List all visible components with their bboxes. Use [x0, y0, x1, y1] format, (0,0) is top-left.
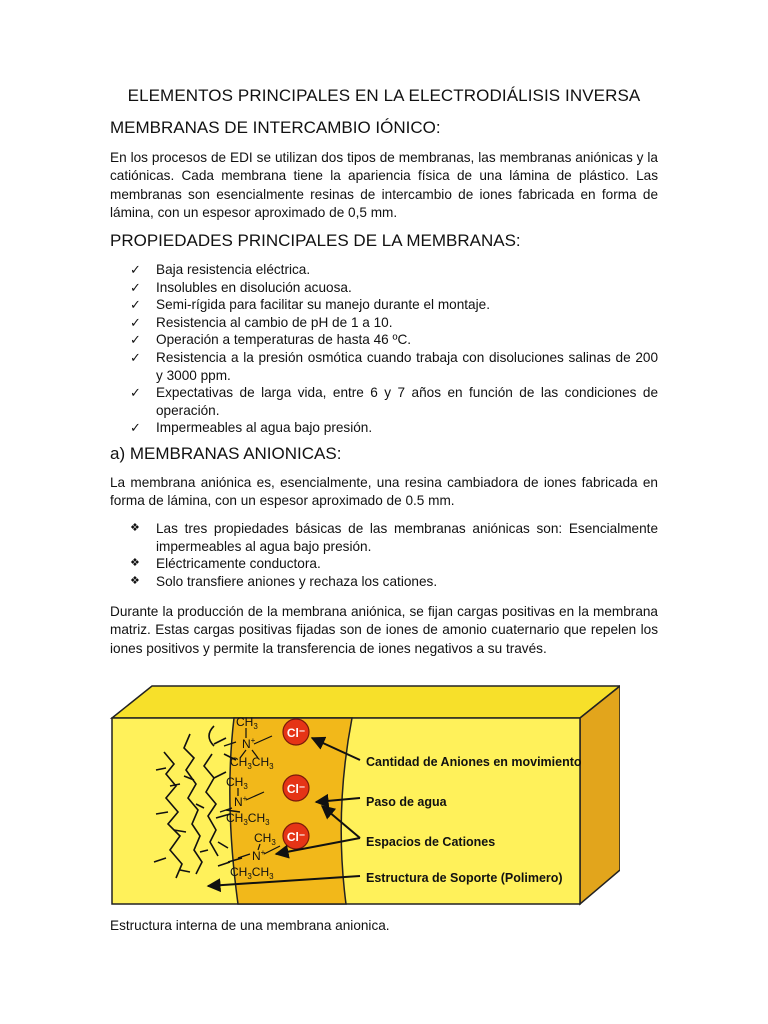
methyl-label: $CH_3$ — [226, 775, 248, 791]
section-heading-propiedades: PROPIEDADES PRINCIPALES DE LA MEMBRANAS: — [110, 231, 521, 250]
membrane-structure-figure — [108, 682, 620, 910]
checkmark-icon: ✓ — [130, 332, 141, 348]
list-item: ❖ Solo transfiere aniones y rechaza los cationes. — [130, 573, 438, 589]
methyl-label: $CH_3$ — [236, 715, 258, 731]
list-item: ✓ Baja resistencia eléctrica. — [130, 262, 311, 277]
membrane-side-face — [580, 686, 620, 904]
membrane-top-face — [112, 686, 620, 718]
chloride-ion-label: Cl⁻ — [286, 726, 306, 740]
diamond-bullet-icon: ❖ — [130, 557, 140, 570]
checkmark-icon: ✓ — [130, 385, 141, 401]
diamond-bullet-icon: ❖ — [130, 522, 140, 534]
checkmark-icon: ✓ — [130, 262, 141, 277]
list-item: ✓ Operación a temperaturas de hasta 46 ºC. — [130, 332, 412, 348]
methyl-label: $CH_3CH_3$ — [230, 755, 274, 771]
anionic-paragraph-2: Durante la producción de la membrana aniónica, se fijan cargas positivas en la membrana matriz. Estas cargas positivas fijadas son de iones de amonio cuaternario que repelen los iones positivos y permite la transferencia de iones negativos a su través. — [110, 604, 658, 656]
list-item: ❖ Las tres propiedades básicas de las membranas aniónicas son: Esencialmente impermeables al agua bajo presión. — [130, 521, 658, 554]
list-item: ❖ Eléctricamente conductora. — [130, 556, 321, 572]
diamond-bullet-icon: ❖ — [130, 574, 140, 587]
section-heading-membranas-intercambio: MEMBRANAS DE INTERCAMBIO IÓNICO: — [110, 118, 441, 137]
section-heading-membranas-anionicas: a) MEMBRANAS ANIONICAS: — [110, 444, 342, 463]
list-item: ✓ Semi-rígida para facilitar su manejo durante el montaje. — [130, 297, 490, 313]
label-water-passage: Paso de agua — [366, 795, 447, 809]
nitrogen-label: N+ — [234, 794, 248, 809]
anionic-paragraph-1: La membrana aniónica es, esencialmente, una resina cambiadora de iones fabricada en forma de lámina, con un espesor aproximado de 0.5 mm. — [110, 475, 658, 509]
chloride-ion-label: Cl⁻ — [286, 782, 306, 796]
figure-caption: Estructura interna de una membrana anionica. — [110, 918, 390, 933]
checkmark-icon: ✓ — [130, 297, 141, 313]
label-cation-spaces: Espacios de Cationes — [366, 835, 496, 849]
label-support-structure: Estructura de Soporte (Polimero) — [366, 871, 563, 885]
chloride-ion-label: Cl⁻ — [286, 830, 306, 844]
list-item: ✓ Impermeables al agua bajo presión. — [130, 420, 373, 436]
intro-paragraph: En los procesos de EDI se utilizan dos tipos de membranas, las membranas aniónicas y la catiónicas. Cada membrana tiene la apariencia física de una lámina de plástico. Las membranas son esencialmente resinas de intercambio de iones fabricada en forma de lámina, con un espesor aproximado de 0,5 mm. — [110, 150, 658, 221]
checkmark-icon: ✓ — [130, 314, 141, 330]
methyl-label: $CH_3CH_3$ — [230, 865, 274, 881]
checkmark-icon: ✓ — [130, 349, 141, 365]
methyl-label: $CH_3CH_3$ — [226, 811, 270, 827]
checkmark-icon: ✓ — [130, 279, 141, 295]
anionic-properties-list — [130, 520, 658, 590]
nitrogen-label: N+ — [252, 848, 266, 863]
label-anions-moving: Cantidad de Aniones en movimiento — [366, 755, 582, 769]
list-item: ✓ Insolubles en disolución acuosa. — [130, 279, 352, 295]
checkmark-icon: ✓ — [130, 420, 141, 436]
methyl-label: $CH_3$ — [254, 831, 276, 847]
list-item: ✓ Resistencia al cambio de pH de 1 a 10. — [130, 314, 393, 330]
nitrogen-label: N+ — [242, 736, 256, 751]
properties-list — [130, 261, 658, 437]
page-title: ELEMENTOS PRINCIPALES EN LA ELECTRODIÁLISIS INVERSA — [127, 86, 641, 105]
list-item: ✓ Resistencia a la presión osmótica cuando trabaja con disoluciones salinas de 200 y 3000 ppm. — [130, 349, 658, 383]
list-item: ✓ Expectativas de larga vida, entre 6 y 7 años en función de las condiciones de operación. — [130, 385, 658, 418]
